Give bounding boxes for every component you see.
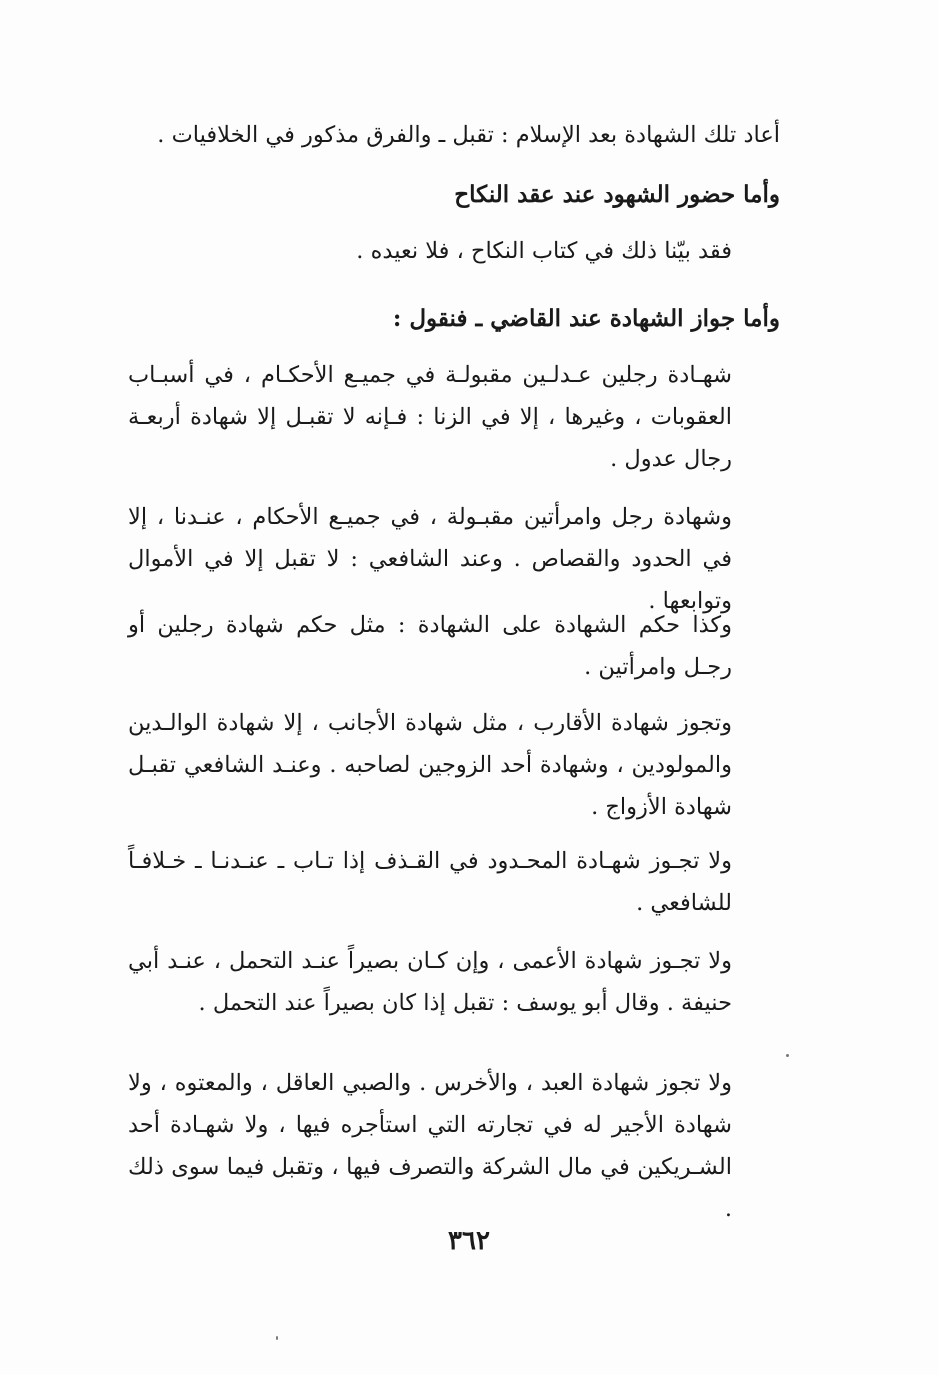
paragraph-marriage-reference: فقد بيّنا ذلك في كتاب النكاح ، فلا نعيده . [356,238,732,264]
paragraph-two-men-testimony: شهـادة رجلين عـدلـين مقبولـة في جميـع الأحكـام ، في أسبـاب العقوبات ، وغيرها ، إلا في الزنا : فـإنه لا تقبـل إلا شهادة أربعـة رجال عدول . [128,362,732,472]
paragraph-qadhf-testimony: ولا تجـوز شهـادة المحـدود في القـذف إذا تـاب ـ عنـدنـا ـ خـلافـاً للشافعي . [128,848,732,916]
paragraph-blind-testimony: ولا تجـوز شهادة الأعمى ، وإن كـان بصيراً عنـد التحمل ، عنـد أبي حنيفة . وقال أبو يوسف : تقبل إذا كان بصيراً عند التحمل . [128,948,732,1016]
paragraph-man-two-women: وشهادة رجل وامرأتين مقبـولة ، في جميـع الأحكام ، عنـدنا ، إلا في الحدود والقصاص . وعند الشافعي : لا تقبل إلا في الأموال وتوابعها . [128,504,732,614]
scan-speck [786,1054,789,1057]
heading-testimony-before-judge: وأما جواز الشهادة عند القاضي ـ فنقول : [392,305,780,332]
paragraph-testimony-on-testimony: وكذا حكم الشهادة على الشهادة : مثل حكم شهادة رجلين أو رجـل وامرأتين . [128,612,732,680]
page-number: ٣٦٢ [448,1226,490,1256]
paragraph-relatives-testimony: وتجوز شهادة الأقارب ، مثل شهادة الأجانب ، إلا شهادة الوالـدين والمولودين ، وشهادة أحد الزوجين لصاحبه . وعنـد الشافعي تقبـل شهادة الأزواج . [128,710,732,820]
heading-witnesses-marriage: وأما حضور الشهود عند عقد النكاح [454,181,780,208]
scan-speck [276,1336,278,1340]
paragraph-slave-testimony: ولا تجوز شهادة العبد ، والأخرس . والصبي العاقل ، والمعتوه ، ولا شهادة الأجير له في تجارته التي استأجره فيها ، ولا شهـادة أحد الشـريكين في مال الشركة والتصرف فيها ، وتقبل فيما سوى ذلك . [128,1070,732,1222]
paragraph-continuation: أعاد تلك الشهادة بعد الإسلام : تقبل ـ والفرق مذكور في الخلافيات . [157,122,780,148]
